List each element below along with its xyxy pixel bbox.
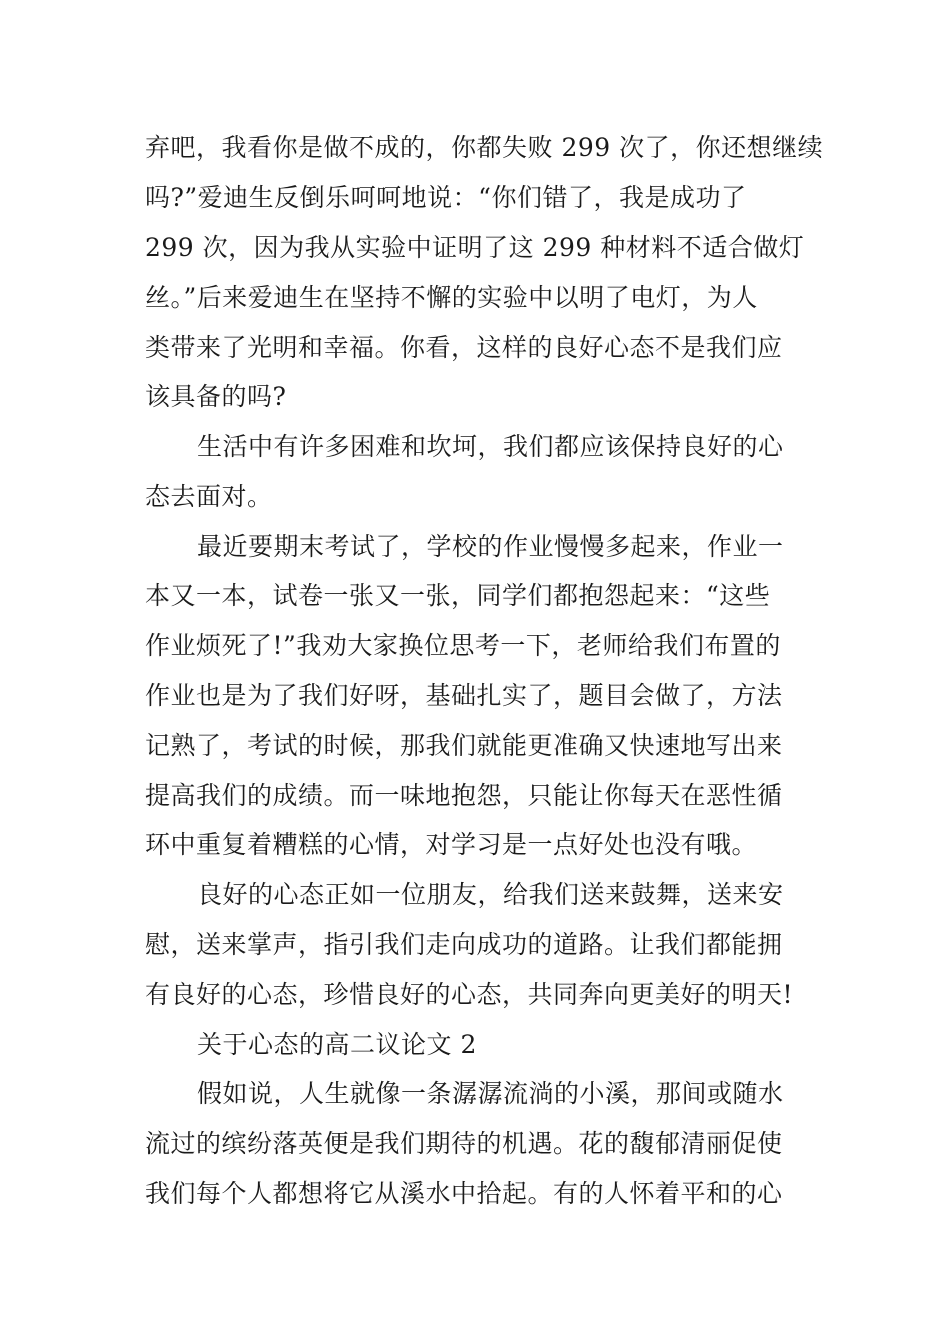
text-line: 生活中有许多困难和坎坷，我们都应该保持良好的心 <box>197 432 784 461</box>
text-line: 环中重复着糟糕的心情，对学习是一点好处也没有哦。 <box>145 830 758 859</box>
text-line: 作业烦死了!”我劝大家换位思考一下，老师给我们布置的 <box>145 631 781 660</box>
text-line: 本又一本，试卷一张又一张，同学们都抱怨起来：“这些 <box>145 581 771 610</box>
text-line: 最近要期末考试了，学校的作业慢慢多起来，作业一 <box>197 532 784 561</box>
text-line: 慰，送来掌声，指引我们走向成功的道路。让我们都能拥 <box>145 930 783 959</box>
text-line: 弃吧，我看你是做不成的，你都失败 299 次了，你还想继续 <box>145 133 824 162</box>
text-line: 作业也是为了我们好呀，基础扎实了，题目会做了，方法 <box>145 681 783 710</box>
text-line: 丝。”后来爱迪生在坚持不懈的实验中以明了电灯，为人 <box>145 283 758 312</box>
text-line: 299 次，因为我从实验中证明了这 299 种材料不适合做灯 <box>145 233 805 262</box>
text-line: 我们每个人都想将它从溪水中拾起。有的人怀着平和的心 <box>145 1179 783 1208</box>
text-line: 良好的心态正如一位朋友，给我们送来鼓舞，送来安 <box>197 880 784 909</box>
section-title: 关于心态的高二议论文 2 <box>197 1030 477 1059</box>
text-line: 该具备的吗? <box>145 382 287 411</box>
text-line: 流过的缤纷落英便是我们期待的机遇。花的馥郁清丽促使 <box>145 1129 783 1158</box>
text-line: 类带来了光明和幸福。你看，这样的良好心态不是我们应 <box>145 333 783 362</box>
text-line: 假如说，人生就像一条潺潺流淌的小溪，那间或随水 <box>197 1079 784 1108</box>
text-line: 记熟了，考试的时候，那我们就能更准确又快速地写出来 <box>145 731 783 760</box>
text-line: 吗?”爱迪生反倒乐呵呵地说：“你们错了，我是成功了 <box>145 183 747 212</box>
text-line: 有良好的心态，珍惜良好的心态，共同奔向更美好的明天! <box>145 980 794 1009</box>
text-line: 提高我们的成绩。而一味地抱怨，只能让你每天在恶性循 <box>145 781 783 810</box>
text-line: 态去面对。 <box>145 482 273 511</box>
